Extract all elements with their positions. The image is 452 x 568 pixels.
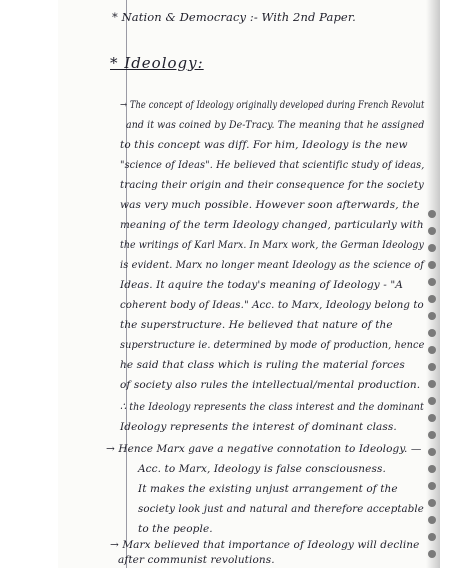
- punch-hole: [428, 397, 436, 405]
- text-line: the superstructure. He believed that nature of the: [120, 319, 393, 331]
- punch-hole: [428, 227, 436, 235]
- punch-hole: [428, 499, 436, 507]
- text-line: Ideas. It aquire the today's meaning of Ideology - "A: [120, 279, 403, 291]
- text-line: of society also rules the intellectual/mental production.: [120, 379, 421, 391]
- text-line: Ideology represents the interest of dominant class.: [120, 421, 397, 433]
- punch-hole: [428, 380, 436, 388]
- punch-hole: [428, 210, 436, 218]
- punch-hole: [428, 363, 436, 371]
- text-line: meaning of the term Ideology changed, particularly with: [120, 219, 424, 231]
- text-line: tracing their origin and their consequence for the society: [120, 179, 424, 191]
- text-line: is evident. Marx no longer meant Ideology as the science of: [120, 259, 425, 271]
- text-line: was very much possible. However soon afterwards, the: [120, 199, 420, 211]
- punch-hole: [428, 346, 436, 354]
- page-header-text: * Nation & Democracy :- With 2nd Paper.: [112, 10, 356, 24]
- text-line: to the people.: [138, 523, 213, 535]
- text-line: It makes the existing unjust arrangement of the: [138, 483, 398, 495]
- text-line: and it was coined by De-Tracy. The meaning that he assigned: [126, 119, 425, 131]
- page-header: [112, 10, 356, 24]
- punch-hole: [428, 414, 436, 422]
- text-line: Acc. to Marx, Ideology is false consciousness.: [138, 463, 386, 475]
- text-line: → Hence Marx gave a negative connotation to Ideology. —: [106, 443, 422, 455]
- section-title: [110, 56, 204, 70]
- text-line: he said that class which is ruling the material forces: [120, 359, 405, 371]
- punch-holes: [428, 0, 438, 568]
- text-line: superstructure ie. determined by mode of production, hence: [120, 339, 425, 351]
- punch-hole: [428, 261, 436, 269]
- section-title-text: * Ideology:: [110, 54, 204, 72]
- punch-hole: [428, 295, 436, 303]
- text-line: after communist revolutions.: [118, 554, 275, 566]
- text-line: "science of Ideas". He believed that scientific study of ideas,: [120, 159, 425, 171]
- punch-hole: [428, 516, 436, 524]
- punch-hole: [428, 465, 436, 473]
- notebook-page: [58, 0, 440, 568]
- punch-hole: [428, 533, 436, 541]
- text-line: coherent body of Ideas." Acc. to Marx, Ideology belong to: [120, 299, 424, 311]
- text-line: → Marx believed that importance of Ideology will decline: [110, 539, 420, 551]
- punch-hole: [428, 448, 436, 456]
- punch-hole: [428, 482, 436, 490]
- text-line: the writings of Karl Marx. In Marx work, the German Ideology: [120, 239, 424, 251]
- text-line: society look just and natural and therefore acceptable: [138, 503, 424, 515]
- punch-hole: [428, 278, 436, 286]
- punch-hole: [428, 244, 436, 252]
- text-line: to this concept was diff. For him, Ideology is the new: [120, 139, 408, 151]
- text-line: → The concept of Ideology originally developed during French Revolut: [120, 99, 425, 111]
- punch-hole: [428, 312, 436, 320]
- punch-hole: [428, 329, 436, 337]
- text-line: ∴ the Ideology represents the class interest and the dominant: [120, 401, 424, 413]
- punch-hole: [428, 550, 436, 558]
- punch-hole: [428, 431, 436, 439]
